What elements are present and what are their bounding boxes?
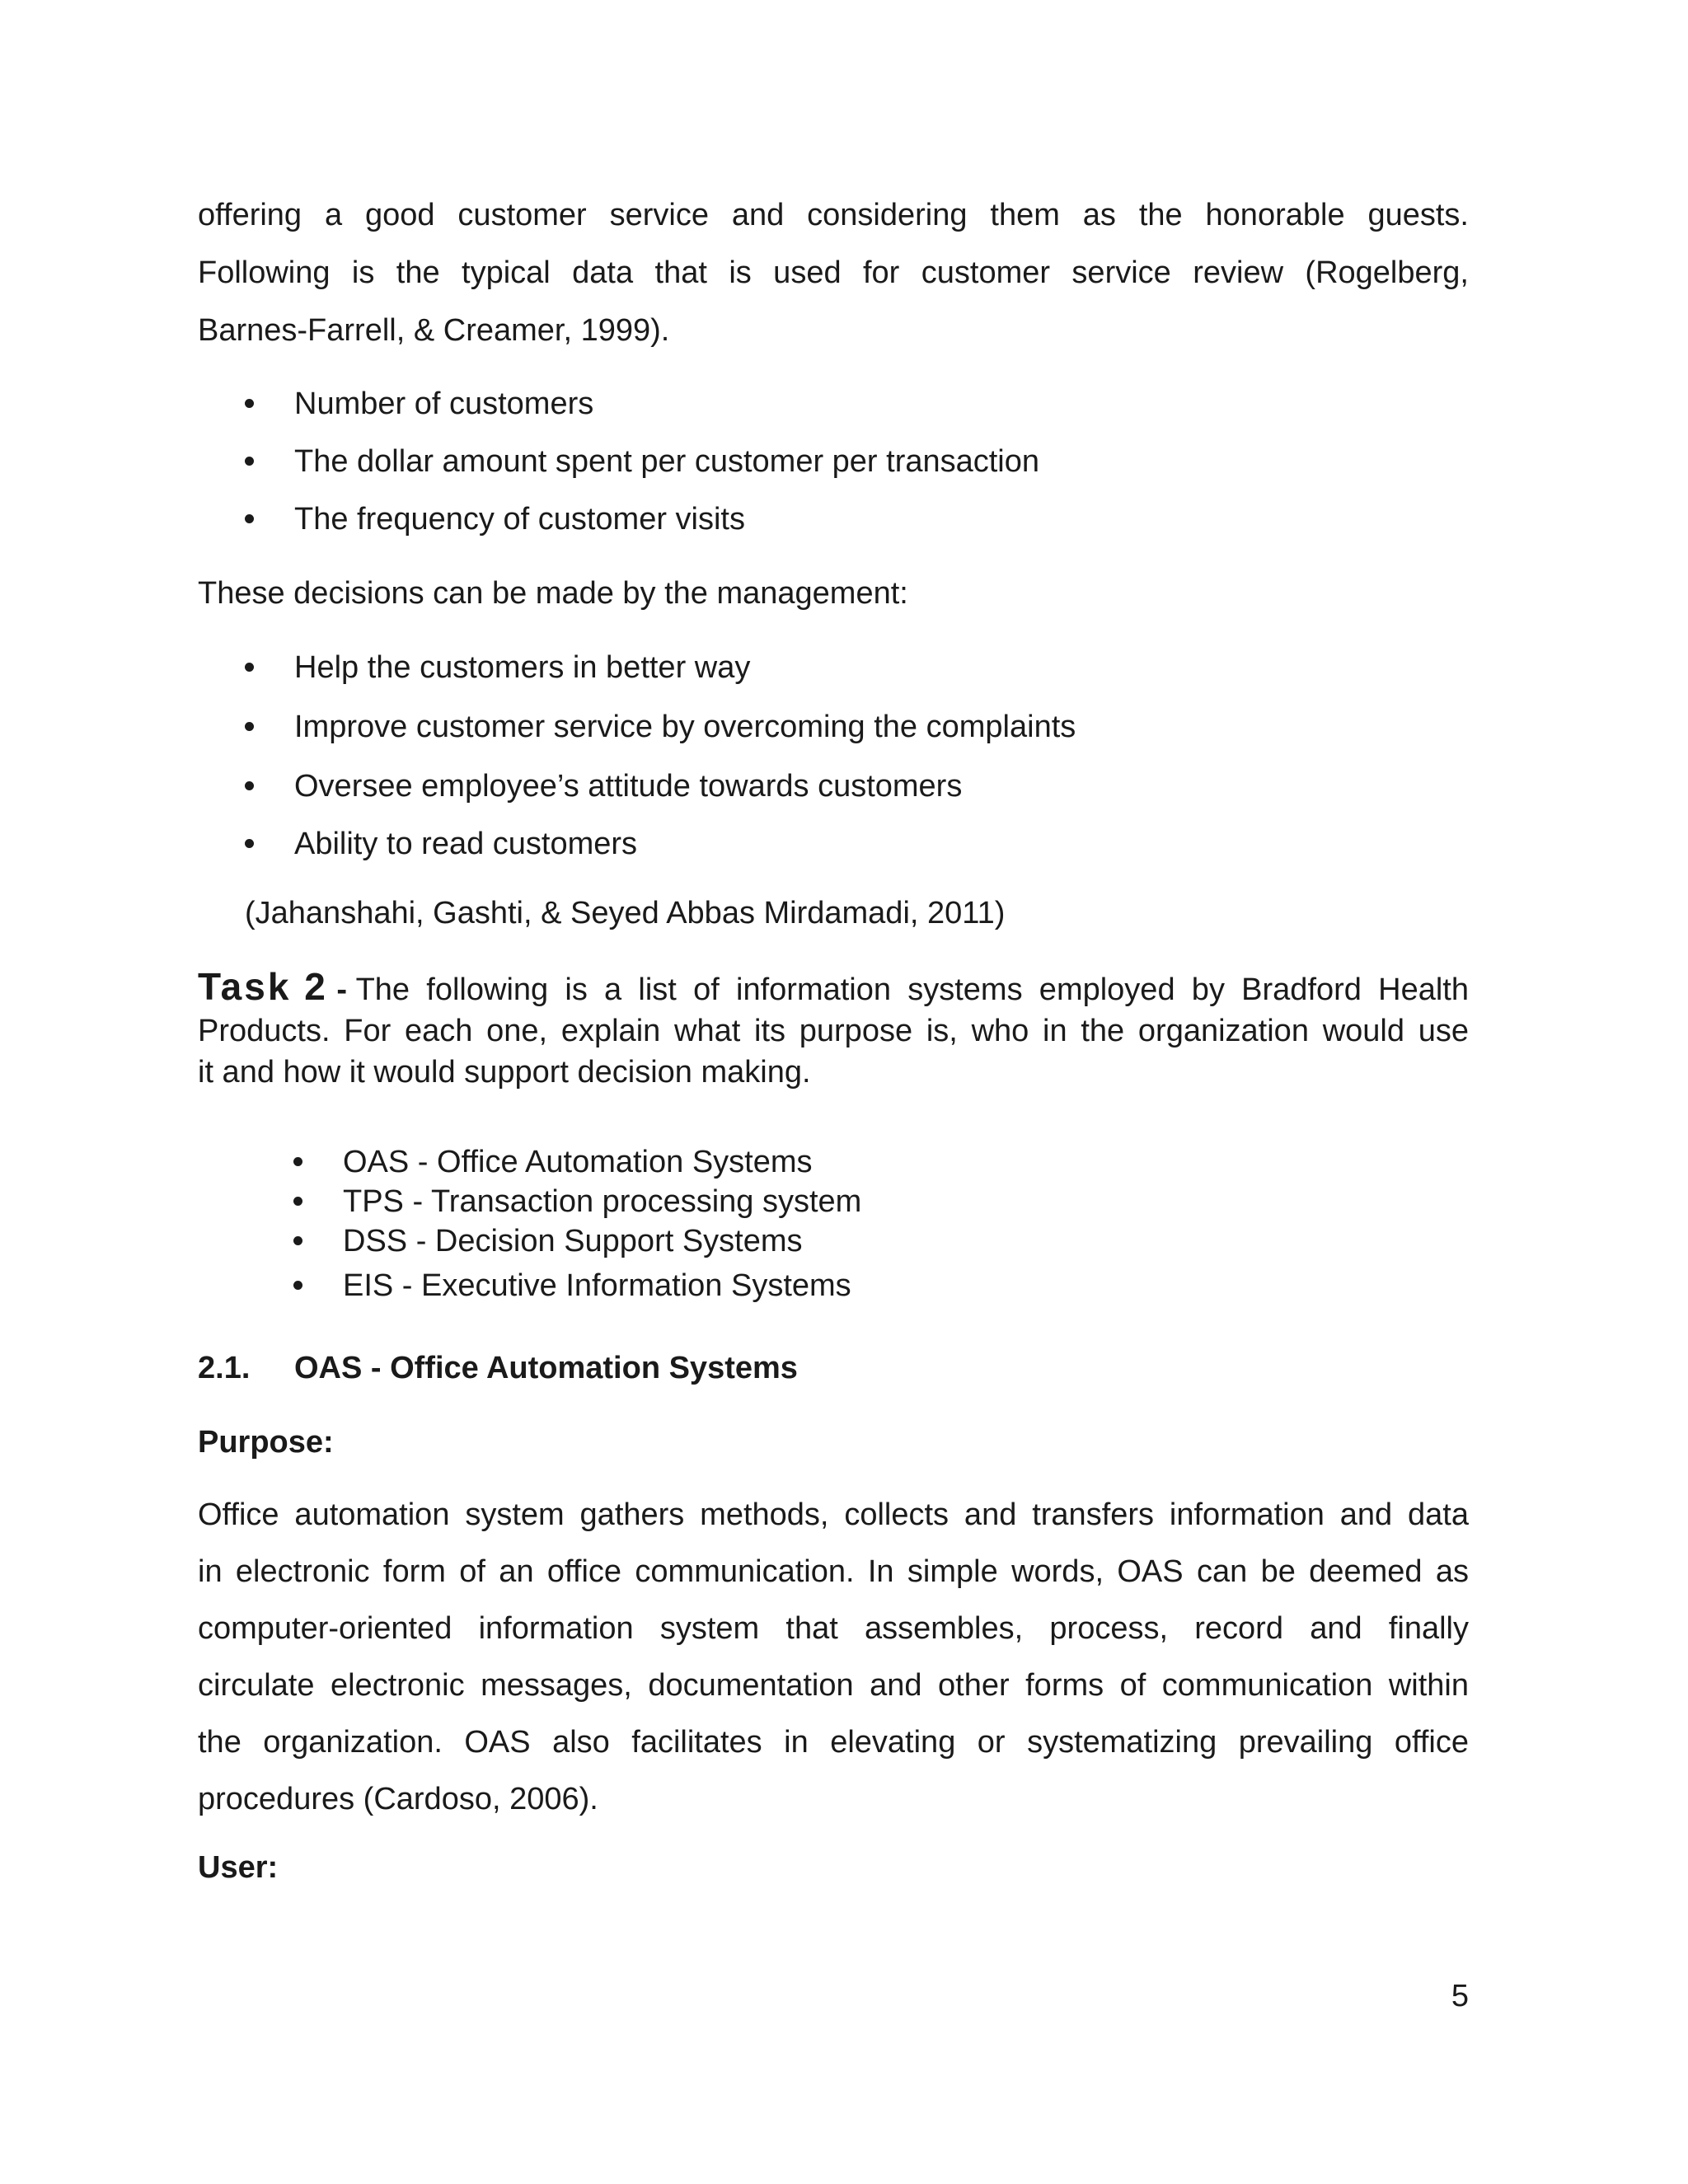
- list-item: DSS - Decision Support Systems: [343, 1224, 803, 1258]
- list-item: Help the customers in better way: [294, 650, 751, 685]
- bullet-icon: [245, 457, 254, 466]
- task-dash: -: [327, 972, 356, 1007]
- list-item: The frequency of customer visits: [294, 502, 745, 537]
- task-line: The following is a list of information systems employed by Bradford Health: [355, 972, 1469, 1007]
- list-item: Number of customers: [294, 387, 594, 421]
- list-item: Improve customer service by overcoming the complaints: [294, 710, 1076, 744]
- paragraph-line: in electronic form of an office communication. In simple words, OAS can be deemed as: [198, 1554, 1469, 1589]
- paragraph-line: circulate electronic messages, documentation and other forms of communication within: [198, 1668, 1469, 1703]
- paragraph-line: the organization. OAS also facilitates in elevating or systematizing prevailing office: [198, 1725, 1469, 1760]
- section-title: OAS - Office Automation Systems: [294, 1351, 798, 1385]
- bullet-icon: [245, 839, 254, 848]
- paragraph-line: Barnes-Farrell, & Creamer, 1999).: [198, 313, 670, 348]
- list-item: The dollar amount spent per customer per transaction: [294, 444, 1040, 479]
- paragraph-line: procedures (Cardoso, 2006).: [198, 1782, 598, 1816]
- page-number: 5: [1451, 1979, 1469, 2013]
- bullet-icon: [245, 399, 254, 408]
- purpose-heading: Purpose:: [198, 1425, 334, 1460]
- decisions-intro: These decisions can be made by the management:: [198, 576, 908, 611]
- list-item: TPS - Transaction processing system: [343, 1184, 862, 1219]
- task-paragraph: [198, 964, 1469, 1093]
- bullet-icon: [245, 663, 254, 672]
- task-label: Task 2: [198, 965, 328, 1008]
- list-item: Oversee employee’s attitude towards customers: [294, 769, 963, 804]
- paragraph-line: offering a good customer service and considering them as the honorable guests.: [198, 198, 1469, 232]
- user-heading: User:: [198, 1850, 279, 1885]
- bullet-icon: [293, 1236, 302, 1245]
- paragraph-line: Following is the typical data that is used for customer service review (Rogelberg,: [198, 255, 1469, 290]
- list-item: OAS - Office Automation Systems: [343, 1145, 813, 1179]
- citation: (Jahanshahi, Gashti, & Seyed Abbas Mirdamadi, 2011): [245, 896, 1006, 930]
- task-line: Products. For each one, explain what its purpose is, who in the organization would use: [198, 1014, 1469, 1048]
- purpose-paragraph: [198, 1487, 1469, 1828]
- bullet-icon: [245, 781, 254, 790]
- task-line: it and how it would support decision making.: [198, 1055, 811, 1090]
- paragraph-line: computer-oriented information system that assembles, process, record and finally: [198, 1611, 1469, 1646]
- list-item: Ability to read customers: [294, 827, 638, 861]
- intro-paragraph: [198, 186, 1469, 359]
- bullet-icon: [293, 1157, 302, 1166]
- bullet-icon: [293, 1281, 302, 1290]
- list-item: EIS - Executive Information Systems: [343, 1268, 851, 1303]
- paragraph-line: Office automation system gathers methods, collects and transfers information and data: [198, 1497, 1469, 1532]
- bullet-icon: [293, 1197, 302, 1206]
- section-number: 2.1.: [198, 1351, 251, 1385]
- bullet-icon: [245, 514, 254, 523]
- bullet-icon: [245, 722, 254, 731]
